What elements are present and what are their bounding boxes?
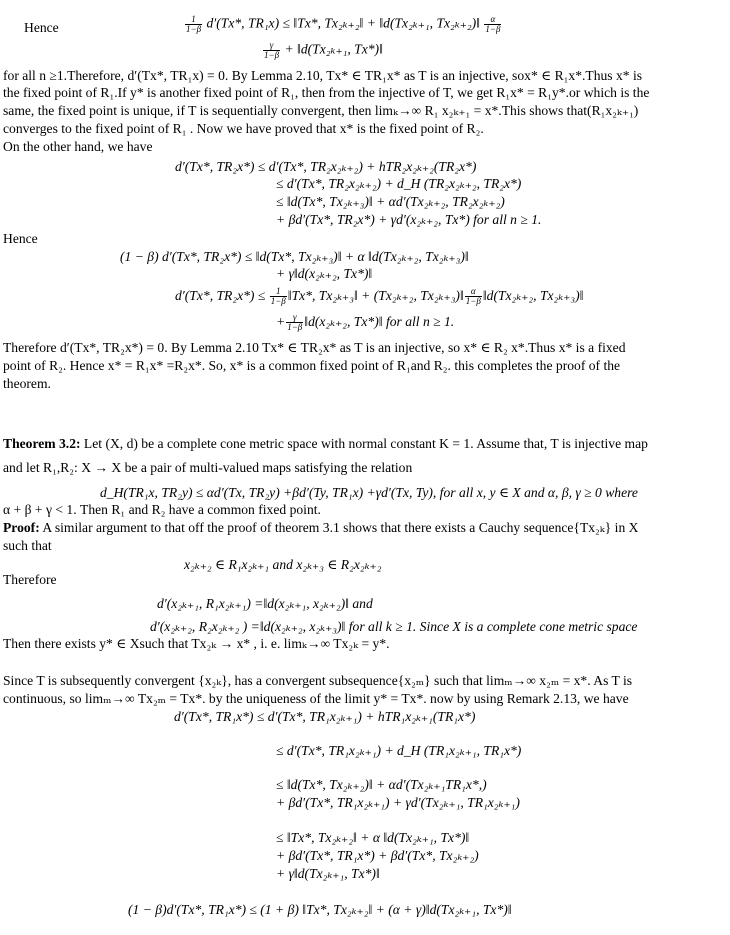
eq3-fraction-gamma: $\frac{\gamma}{1-\beta}$ — [287, 312, 303, 332]
proof-line-limit: Then there exists y* ∈ Xsuch that Tx₂ₖ → x* , i. e. limₖ→∞ Tx₂ₖ = y*. — [3, 636, 390, 651]
proof-line-2: such that — [3, 538, 52, 553]
equation-2-line-3: ≤ ‖d(Tx*, Tx₂ₖ₊₃)‖ + αd′(Tx₂ₖ₊₂, TR₂x₂ₖ₊₂) — [276, 194, 505, 209]
equation-4-line-8: (1 − β)d′(Tx*, TR₁x*) ≤ (1 + β) ‖Tx*, Tx₂ₖ₊₂‖ + (α + γ)‖d(Tx₂ₖ₊₁, Tx*)‖ — [128, 902, 512, 917]
eq3-fraction-1: $\frac{1}{1-\beta}$ — [270, 286, 286, 306]
eq1-fraction-alpha: $\frac{\alpha}{1-\beta}$ — [485, 14, 501, 34]
paragraph-1-line-1: for all n ≥1.Therefore, d′(Tx*, TR₁x) = 0. By Lemma 2.10, Tx* ∈ TR₁x* as T is an injective, sox* ∈ R₁x*.Thus x* is — [3, 68, 643, 83]
equation-4-line-5: ≤ ‖Tx*, Tx₂ₖ₊₂‖ + α ‖d(Tx₂ₖ₊₁, Tx*)‖ — [276, 830, 470, 845]
proof-distance-2: d′(x₂ₖ₊₂, R₂x₂ₖ₊₂ ) =‖d(x₂ₖ₊₂, x₂ₖ₊₃)‖ for all k ≥ 1. Since X is a complete cone metric space — [150, 619, 638, 634]
equation-4-line-4: + βd′(Tx*, TR₁x₂ₖ₊₁) + γd′(Tx₂ₖ₊₁, TR₁x₂ₖ₊₁) — [276, 795, 520, 810]
equation-4-line-7: + γ‖d(Tx₂ₖ₊₁, Tx*)‖ — [276, 866, 380, 881]
equation-2-line-1: d′(Tx*, TR₂x*) ≤ d′(Tx*, TR₂x₂ₖ₊₂) + hTR₂x₂ₖ₊₂(TR₂x*) — [175, 159, 477, 174]
equation-1-line-1: $\frac{1}{1-\beta}$ d′(Tx*, TR₁x) ≤ ‖Tx*, Tx₂ₖ₊₂‖ + ‖d(Tx₂ₖ₊₁, Tx₂ₖ₊₂)‖ $\frac{\alpha}{1-\beta}$ — [186, 14, 501, 34]
proof-distance-1: d′(x₂ₖ₊₁, R₁x₂ₖ₊₁) =‖d(x₂ₖ₊₁, x₂ₖ₊₂)‖ and — [157, 596, 373, 611]
paragraph-2-line-1: Therefore d′(Tx*, TR₂x*) = 0. By Lemma 2.10 Tx* ∈ TR₂x* as T is an injective, so x* ∈ R₂ x*.Thus x* is a fixed — [3, 340, 626, 355]
eq1-fraction-gamma: $\frac{\gamma}{1-\beta}$ — [264, 40, 280, 60]
equation-2-line-2: ≤ d′(Tx*, TR₂x₂ₖ₊₂) + d_H (TR₂x₂ₖ₊₂, TR₂x*) — [276, 176, 522, 191]
eq1-fraction-1: $\frac{1}{1-\beta}$ — [186, 14, 202, 34]
theorem-3-2-line-2: and let R₁,R₂: X → X be a pair of multi-valued maps satisfying the relation — [3, 460, 413, 475]
equation-2-line-4: + βd′(Tx*, TR₂x*) + γd′(x₂ₖ₊₂, Tx*) for all n ≥ 1. — [276, 212, 542, 227]
equation-3-line-4: + $\frac{\gamma}{1-\beta}$ ‖d(x₂ₖ₊₂, Tx*)‖ for all n ≥ 1. — [276, 312, 455, 332]
other-hand-text: On the other hand, we have — [3, 139, 153, 154]
paragraph-2-line-3: theorem. — [3, 376, 51, 391]
paragraph-1-line-3: same, the fixed point is unique, if T is sequentially convergent, then limₖ→∞ R₁ x₂ₖ₊₁ = x*.This shows that(R₁x₂ₖ₊₁) — [3, 103, 639, 118]
theorem-label: Theorem 3.2: — [3, 436, 81, 451]
paragraph-2-line-2: point of R₂. Hence x* = R₁x* =R₂x*. So, x* is a common fixed point of R₁and R₂. this completes the proof of the — [3, 358, 621, 373]
paragraph-1-line-4: converges to the fixed point of R₁ . Now we have proved that x* is the fixed point of R₂. — [3, 121, 484, 136]
theorem-3-2-line-1: Theorem 3.2: Let (X, d) be a complete cone metric space with normal constant K = 1. Assume that, T is injective map — [3, 436, 648, 451]
equation-3-line-1: (1 − β) d′(Tx*, TR₂x*) ≤ ‖d(Tx*, Tx₂ₖ₊₃)‖ + α ‖d(Tx₂ₖ₊₂, Tx₂ₖ₊₃)‖ — [120, 249, 469, 264]
eq3-fraction-alpha: $\frac{\alpha}{1-\beta}$ — [465, 286, 481, 306]
equation-1-line-2: $\frac{\gamma}{1-\beta}$ + ‖d(Tx₂ₖ₊₁, Tx*)‖ — [264, 40, 383, 60]
proof-line-1: Proof: A similar argument to that off the proof of theorem 3.1 shows that there exists a Cauchy sequence{Tx₂ₖ} in X — [3, 520, 639, 535]
equation-3-line-3: d′(Tx*, TR₂x*) ≤ $\frac{1}{1-\beta}$ ‖Tx*, Tx₂ₖ₊₃‖ + (Tx₂ₖ₊₂, Tx₂ₖ₊₃)‖ $\frac{\alpha}{1-\beta}$ ‖d(Tx₂ₖ₊₂, Tx₂ₖ₊₃)‖ — [175, 286, 584, 306]
proof-line-subsequence: Since T is subsequently convergent {x₂ₖ}, has a convergent subsequence{x₂ₘ} such that limₘ→∞ x₂ₘ = x*. As T is — [3, 673, 633, 688]
paragraph-1-line-2: the fixed point of R₁.If y* is another fixed point of R₁, then from the injective of T, we get R₁x* = R₁y*.or which is the — [3, 85, 650, 100]
equation-4-line-3: ≤ ‖d(Tx*, Tx₂ₖ₊₂)‖ + αd′(Tx₂ₖ₊₁TR₁x*,) — [276, 777, 487, 792]
proof-line-continuous: continuous, so limₘ→∞ Tx₂ₘ = Tx*. by the uniqueness of the limit y* = Tx*. now by using Remark 2.13, we have — [3, 691, 629, 706]
theorem-3-2-line-3: d_H(TR₁x, TR₂y) ≤ αd′(Tx, TR₂y) +βd′(Ty, TR₁x) +γd′(Tx, Ty), for all x, y ∈ X and α, β, γ ≥ 0 where — [100, 485, 638, 500]
proof-label: Proof: — [3, 520, 40, 535]
theorem-3-2-line-4: α + β + γ < 1. Then R₁ and R₂ have a common fixed point. — [3, 502, 321, 517]
proof-membership: x₂ₖ₊₂ ∈ R₁x₂ₖ₊₁ and x₂ₖ₊₃ ∈ R₂x₂ₖ₊₂ — [184, 557, 382, 572]
hence-label-2: Hence — [3, 231, 38, 246]
hence-label-1: Hence — [24, 20, 59, 35]
therefore-label: Therefore — [3, 572, 57, 587]
equation-4-line-6: + βd′(Tx*, TR₁x*) + βd′(Tx*, Tx₂ₖ₊₂) — [276, 848, 479, 863]
equation-4-line-2: ≤ d′(Tx*, TR₁x₂ₖ₊₁) + d_H (TR₁x₂ₖ₊₁, TR₁x*) — [276, 743, 522, 758]
equation-3-line-2: + γ‖d(x₂ₖ₊₂, Tx*)‖ — [276, 266, 373, 281]
equation-4-line-1: d′(Tx*, TR₁x*) ≤ d′(Tx*, TR₁x₂ₖ₊₁) + hTR₁x₂ₖ₊₁(TR₁x*) — [174, 709, 476, 724]
